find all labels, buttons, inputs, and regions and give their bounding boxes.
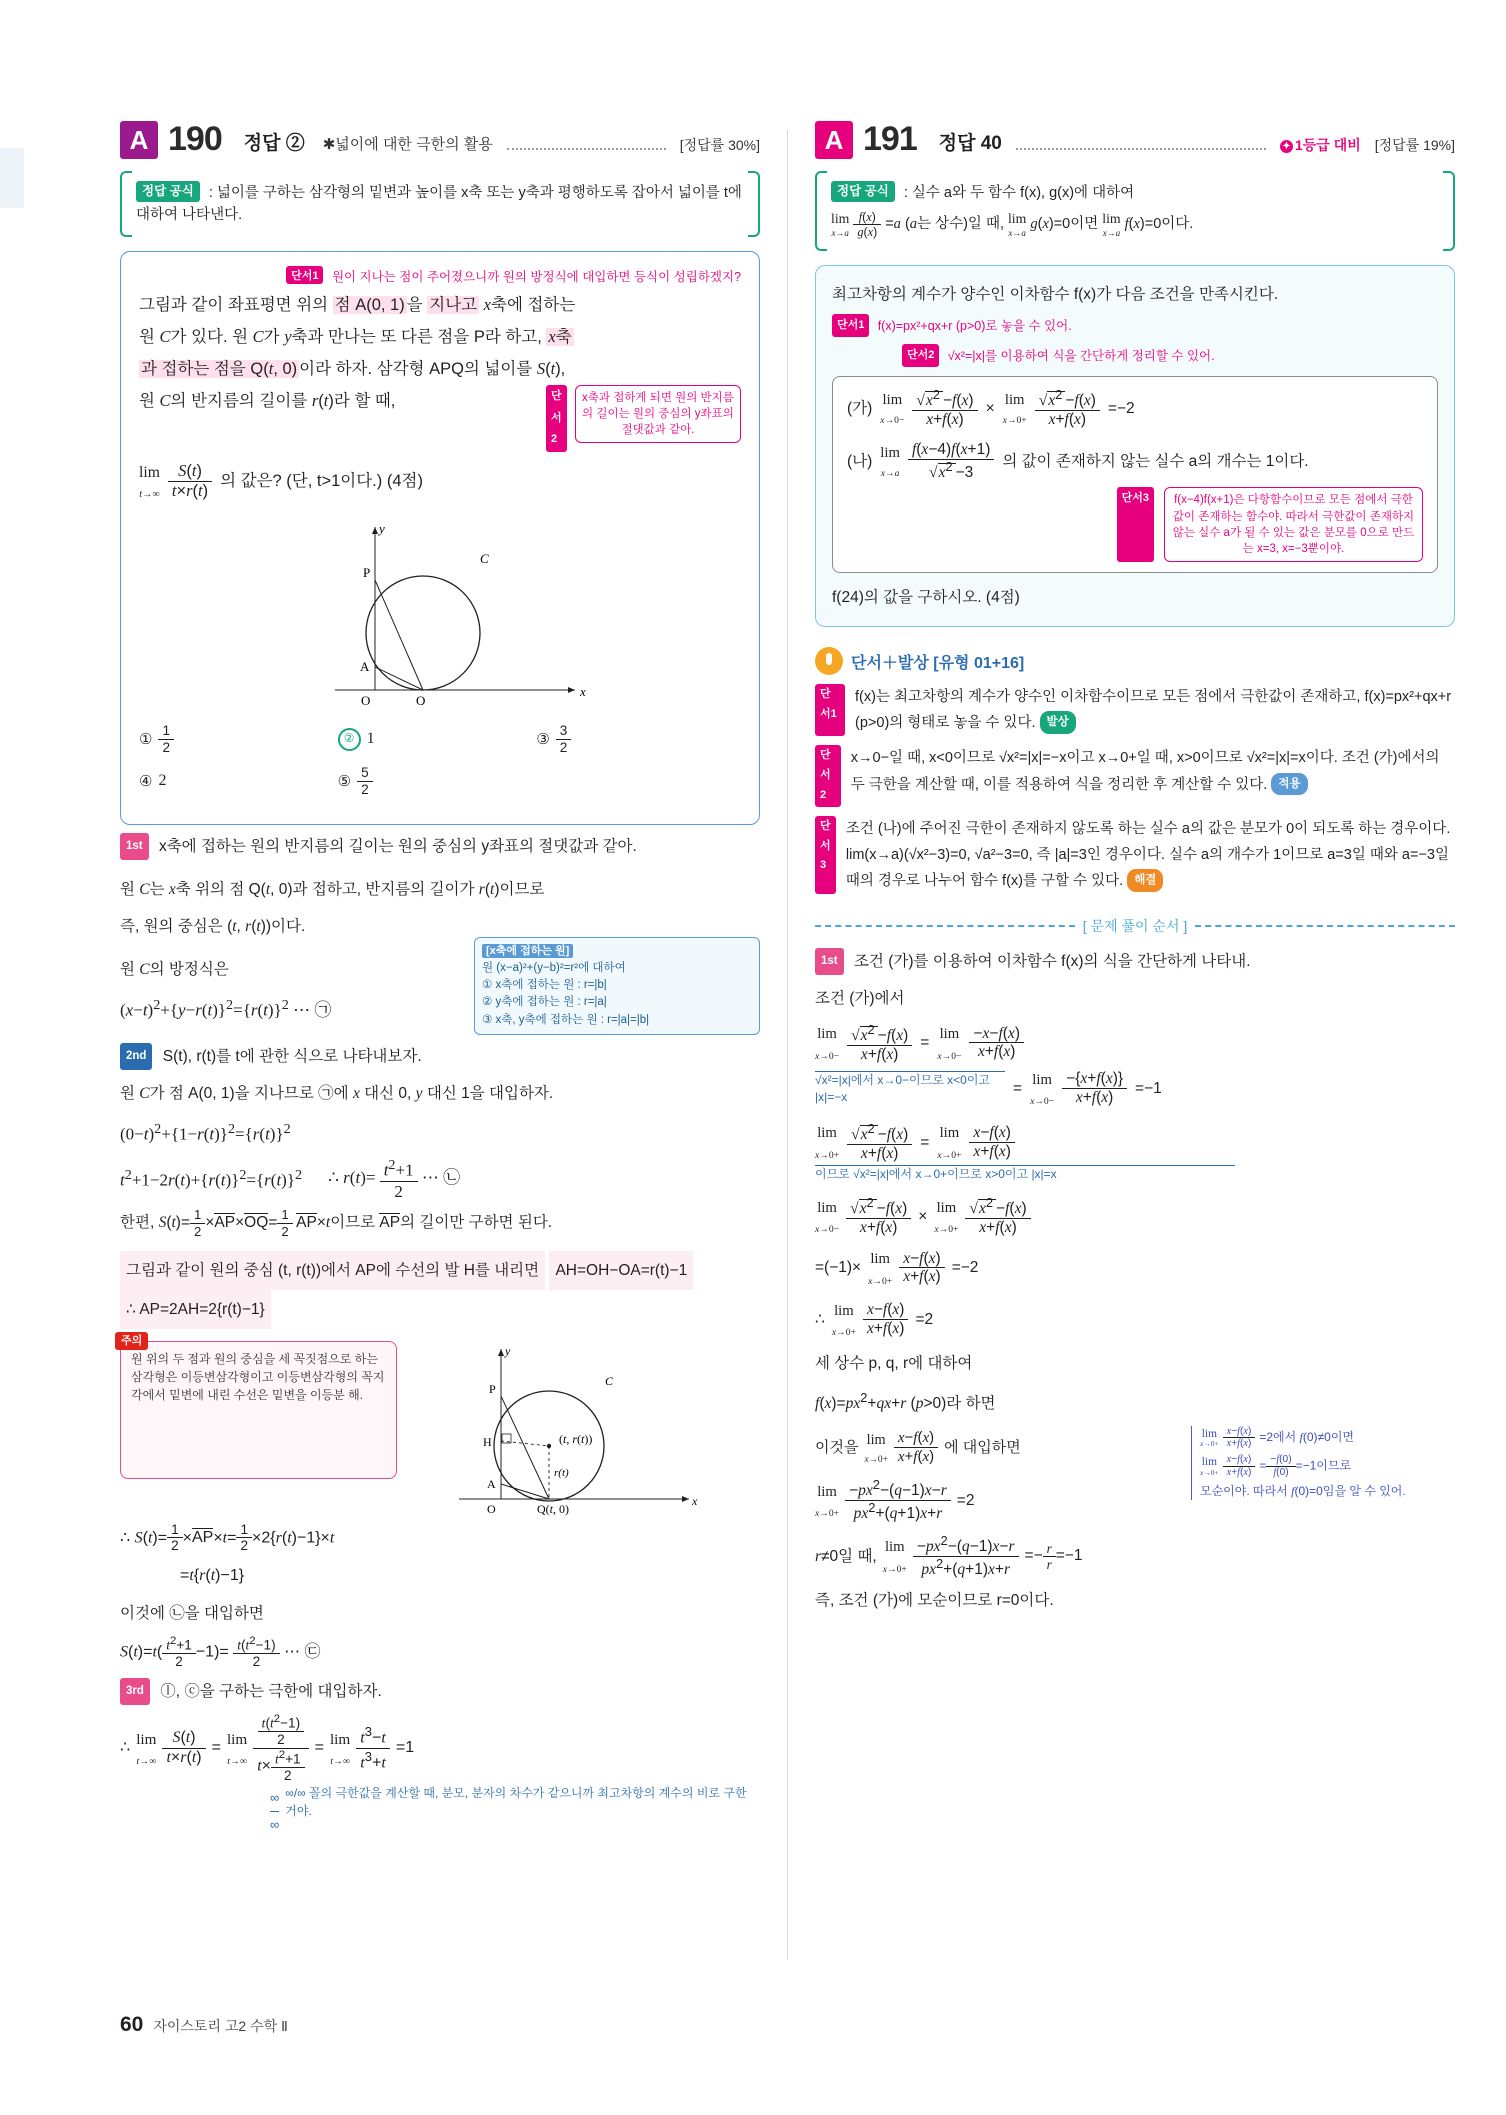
sol-line-3: 세 상수 p, q, r에 대하여 xyxy=(815,1355,973,1373)
note-line-3: ③ x축, y축에 접하는 원 : r=|a|=|b| xyxy=(482,1013,650,1026)
problem-badge: A xyxy=(815,121,853,159)
hint2-pill: 적용 xyxy=(1271,773,1307,796)
question-line-0: 그림과 같이 좌표평면 위의 점 A(0, 1) 을 지나고 x축에 접하는 xyxy=(139,294,576,314)
sol-line-7: 즉, 조건 (가)에 모순이므로 r=0이다. xyxy=(815,1592,1054,1610)
svg-text:H: H xyxy=(483,1434,492,1449)
leader-dots xyxy=(1016,147,1266,150)
solution-191 xyxy=(815,946,1455,1616)
sol-note-2: 이므로 √x²=|x|에서 x→0+이므로 x>0이고 |x|=x xyxy=(815,1165,1235,1183)
correct-rate: [정답률 30%] xyxy=(679,137,760,153)
hl-line-0: 그림과 같이 원의 중심 (t, r(t))에서 AP에 수선의 발 H를 내리면 xyxy=(126,1261,540,1279)
circle-equation: $(x-t)^2+\{y-r(t)\}^2=\{r(t)\}^2$ ⋯ ㉠ xyxy=(120,996,332,1020)
svg-text:Q: Q xyxy=(416,693,426,706)
condition-b-tail: 의 값이 존재하지 않는 실수 a의 개수는 1이다. xyxy=(1002,453,1309,471)
answer-formula-box-191 xyxy=(815,171,1455,251)
clue1-text: f(x)=px²+qx+r (p>0)로 놓을 수 있어. xyxy=(877,319,1072,334)
problem-answer: 정답 ② xyxy=(243,133,305,154)
sub-row-1: 이것을 lim x→0+ $\frac{x-f(x)}{x+f(x)}$ 에 대입하면 xyxy=(815,1428,1021,1466)
step-text-3: ⓛ, ⓒ을 구하는 극한에 대입하자. xyxy=(160,1682,382,1700)
caution-text: 원 위의 두 점과 원의 중심을 세 꼭짓점으로 하는 삼각형은 이등변삼각형이고 이등변삼각형의 꼭지각에서 밑변에 내린 수선은 밑변을 이등분 해. xyxy=(131,1351,385,1402)
problem-190-header xyxy=(120,120,760,159)
problem-number: 190 xyxy=(168,120,222,158)
step-text-1: 조건 (가)를 이용하여 이차함수 f(x)의 식을 간단하게 나타내. xyxy=(853,953,1251,971)
figure-circle-1 xyxy=(275,515,605,705)
limit-answer: =1 xyxy=(395,1739,415,1757)
eq-row-1: lim x→0− $\frac{√x^2 -f(x)}{x+f(x)}$ = lim x→0− $\frac{-x-f(x)}{x+f(x)}$ xyxy=(815,1020,1455,1066)
formula-text: : 넓이를 구하는 삼각형의 밑변과 높이를 x축 또는 y축과 평행하도록 잡아서 넓이를 t에 대하여 나타낸다. xyxy=(136,185,742,224)
step-tag-2: 2nd xyxy=(120,1043,152,1070)
sol-note-1: √x²=|x|에서 x→0−이므로 x<0이고 |x|=−x xyxy=(815,1071,1005,1107)
problem-number: 191 xyxy=(863,120,917,158)
note-tangent-circle xyxy=(474,937,760,1035)
formula-line2: lim x→a $\frac{f(x)}{g(x)}$ =a (a는 상수)일 때, lim x→a g(x)=0이면 lim x→a f(x)=0이다. xyxy=(831,209,1194,240)
leader-dots xyxy=(507,147,666,150)
final-line-3: S(t)=t( $\frac{t^2+1}{2}$ −1)= $\frac{t(t^2-1)}{2}$ ⋯ ㉢ xyxy=(120,1635,321,1670)
eq-row-3: lim x→0+ $\frac{√x^2 -f(x)}{x+f(x)}$ = lim x→0+ $\frac{x-f(x)}{x+f(x)}$ xyxy=(815,1119,1455,1165)
choice-1[interactable]: ① $\frac{1}{2}$ xyxy=(139,723,338,755)
column-divider xyxy=(787,130,788,1960)
sol-line-1: 즉, 원의 중심은 (t, r(t))이다. xyxy=(120,917,306,935)
problem-191-header xyxy=(815,120,1455,159)
clue3-row xyxy=(847,487,1423,561)
right-column xyxy=(815,120,1455,1622)
hint-header xyxy=(815,647,1455,675)
order-separator xyxy=(815,916,1455,936)
step-tag-3: 3rd xyxy=(120,1678,150,1705)
question-body xyxy=(139,289,741,505)
step-text-2: S(t), r(t)를 t에 관한 식으로 나타내보자. xyxy=(162,1047,422,1065)
page-number: 60 xyxy=(120,2013,144,2036)
note-line-0: 원 (x−a)²+(y−b)²=r²에 대하여 xyxy=(482,961,626,974)
step-tag-1: 1st xyxy=(120,833,149,860)
condition-b-label: (나) xyxy=(847,453,873,471)
hint-row-2 xyxy=(815,745,1455,806)
choice-3[interactable]: ③ $\frac{3}{2}$ xyxy=(536,723,735,755)
choice-list xyxy=(139,723,741,808)
sol-line-2: 원 C의 방정식은 xyxy=(120,960,229,978)
grade-badge-label: 1등급 대비 xyxy=(1294,137,1361,153)
hint1-text: f(x)는 최고차항의 계수가 양수인 이차함수이므로 모든 점에서 극한값이 존재하고, f(x)=px²+qx+r (p>0)의 형태로 놓을 수 있다. xyxy=(855,689,1452,732)
highlight-block xyxy=(120,1251,545,1290)
step-text-1: x축에 접하는 원의 반지름의 길이는 원의 중심의 y좌표의 절댓값과 같아. xyxy=(158,837,637,855)
step-1st-191 xyxy=(815,946,1455,977)
sub-row-3: r≠0일 때, lim x→0+ $\frac{-px^2-(q-1)x-r}{px^2+(q+1)x+r}$ =− $\frac{r}{r}$ =−1 xyxy=(815,1532,1083,1578)
formula-text: : 실수 a와 두 함수 f(x), g(x)에 대하여 xyxy=(903,185,1135,201)
solution-190 xyxy=(120,831,760,1839)
svg-text:(t, r(t)): (t, r(t)) xyxy=(559,1431,593,1446)
answer-formula-box xyxy=(120,171,760,237)
sub-row-2: lim x→0+ $\frac{-px^2-(q-1)x-r}{px^2+(q+1)x+r}$ =2 xyxy=(815,1477,975,1523)
hint3-pill: 해결 xyxy=(1127,869,1163,892)
sub-eq-2: $t^2+1-2r(t)+\{r(t)\}^2=\{r(t)\}^2$ ∴ r(t)= $\frac{t^2+1}{2}$ ⋯ ㉡ xyxy=(120,1157,461,1201)
svg-text:y: y xyxy=(379,521,385,537)
sol-line-4: 한편, S(t)= $\frac{1}{2}$ ×AP×OQ= $\frac{1}{2}$ AP×t이므로 AP의 길이만 구하면 된다. xyxy=(120,1207,553,1239)
note-title: [x축에 접하는 원] xyxy=(482,944,573,958)
clue2-tag: 단서2 xyxy=(902,344,939,367)
order-separator-label: [ 문제 풀이 순서 ] xyxy=(1082,918,1188,935)
choice-4[interactable]: ④ 2 xyxy=(139,772,167,791)
sol-line-0: 원 C는 x축 위의 점 Q(t, 0)과 접하고, 반지름의 길이가 r(t)이므로 xyxy=(120,880,545,898)
step-3rd xyxy=(120,1676,760,1707)
sol-line-3: 원 C가 점 A(0, 1)을 지나므로 ㉠에 x 대신 0, y 대신 1을 대입하자. xyxy=(120,1084,554,1102)
clue3-text: f(x−4)f(x+1)은 다항함수이므로 모든 점에서 극한값이 존재하는 함수야. 따라서 극한값이 존재하지 않는 실수 a가 될 수 있는 값은 분모를 0으로 만드는 x=3, x=−3뿐이야. xyxy=(1164,487,1423,561)
formula-tag: 정답 공식 xyxy=(831,181,895,202)
problem-topic: ✱넓이에 대한 극한의 활용 xyxy=(322,136,493,153)
svg-text:y: y xyxy=(505,1343,511,1358)
correct-rate: [정답률 19%] xyxy=(1374,137,1455,153)
left-column xyxy=(120,120,760,1838)
svg-text:O: O xyxy=(487,1501,496,1516)
clue1-tag: 단서1 xyxy=(832,314,869,337)
svg-text:C: C xyxy=(605,1373,614,1388)
svg-text:C: C xyxy=(480,551,489,567)
clue1-text: 원이 지나는 점이 주어졌으니까 원의 방정식에 대입하면 등식이 성립하겠지? xyxy=(331,269,741,284)
eq-row-2: √x²=|x|에서 x→0−이므로 x<0이고 |x|=−x = lim x→0− $\frac{-\{x+f(x)\}}{x+f(x)}$ =−1 xyxy=(815,1070,1162,1108)
final-limit-row: ∴ lim t→∞ $\frac{S(t)}{t\times r(t)}$ = lim t→∞ $\frac{t(t^2-1)}{2}$ t× $\frac{t^2+1}{2}$ = lim t→∞ $\frac{t^3-t}{t^3+t}$ =1 xyxy=(120,1712,415,1783)
svg-text:x: x xyxy=(580,684,586,700)
choice-2[interactable]: ② 1 xyxy=(338,723,537,755)
conditions-inner-box xyxy=(832,376,1438,573)
selected-answer-mark: ② xyxy=(338,728,361,751)
final-line-0: ∴ S(t)= $\frac{1}{2}$ ×AP×t= $\frac{1}{2}$ ×2{r(t)−1}×t xyxy=(120,1521,335,1554)
clue3-tag: 단서3 xyxy=(1117,487,1154,561)
svg-text:A: A xyxy=(487,1476,496,1491)
hint3-text: 조건 (나)에 주어진 극한이 존재하지 않도록 하는 실수 a의 값은 분모가 0이 되도록 하는 경우이다. lim(x→a)(√x²−3)=0, √a²−3=0, 즉 |a|=3인 경우이다. 실수 a의 개수가 1이므로 a=3일 때와 a=−3일 때의 경우로 나누어 함수 f(x)를 구할 수 있다. xyxy=(845,820,1451,890)
svg-text:O: O xyxy=(361,693,371,706)
sub-eq-1: $(0-t)^2+\{1-r(t)\}^2=\{r(t)\}^2$ xyxy=(120,1120,291,1144)
question-panel-190 xyxy=(120,251,760,825)
clue2-tag: 단서2 xyxy=(546,385,567,451)
grade-badge: ✦ 1등급 대비 xyxy=(1280,135,1361,155)
hl-line-1-box xyxy=(549,1251,693,1290)
book-name: 자이스토리 고2 수학 Ⅱ xyxy=(153,2018,288,2034)
caution-tag: 주의 xyxy=(115,1332,148,1351)
hint2-text: x→0−일 때, x<0이므로 √x²=|x|=−x이고 x→0+일 때, x>0이므로 √x²=|x|=x이다. 조건 (가)에서의 두 극한을 계산할 때, 이를 적용하여 식을 정리한 후 계산할 수 있다. xyxy=(850,750,1440,793)
step-2nd xyxy=(120,1041,760,1072)
choice-5[interactable]: ⑤ $\frac{5}{2}$ xyxy=(338,765,537,797)
svg-text:x: x xyxy=(692,1493,698,1508)
hint-title: 단서＋발상 [유형 01+16] xyxy=(851,654,1025,672)
hint-row-3 xyxy=(815,816,1455,894)
question-line-3-row: 원 C의 반지름의 길이를 r(t)라 할 때, 단서2 x축과 접하게 되면 원의 반지름의 길이는 원의 중심의 y좌표의 절댓값과 같아. xyxy=(139,385,741,451)
step-1st xyxy=(120,831,760,862)
question-line-1: 원 C가 있다. 원 C가 y축과 만나는 또 다른 점을 P라 하고, x축 xyxy=(139,326,572,346)
hint-row-1 xyxy=(815,684,1455,736)
hl-line-2-box xyxy=(120,1290,271,1329)
final-line-1: =t{r(t)−1} xyxy=(180,1567,245,1585)
side-note-box: lim x→0+ $\frac{x-f(x)}{x+f(x)}$ =2에서 f(0)≠0이면 lim x→0+ $\frac{x-f(x)}{x+f(x)}$ = $\frac{-f(0)}{f(0)}$ =−1이므로 모순이야. 따라서 f(0)=0임을 알 수 있어. xyxy=(1191,1426,1455,1500)
sol-line-4: $f(x)=px^2+qx+r$ (p>0)라 하면 xyxy=(815,1390,996,1413)
hint1-tag: 단서1 xyxy=(815,684,845,736)
hl-line-1: AH=OH−OA=r(t)−1 xyxy=(555,1261,688,1279)
condition-a-label: (가) xyxy=(847,399,873,417)
limit-note-row: ∞ ∞ ∞/∞ 꼴의 극한값을 계산할 때, 분모, 분자의 차수가 같으니까 최고차항의 계수의 비로 구한 거야. xyxy=(270,1785,760,1838)
sol-line-0: 조건 (가)에서 xyxy=(815,990,905,1008)
svg-text:P: P xyxy=(489,1381,496,1396)
formula-tag: 정답 공식 xyxy=(136,181,200,202)
page-edge-mark xyxy=(0,148,24,208)
clue2-text: √x²=|x|를 이용하여 식을 간단하게 정리할 수 있어. xyxy=(947,348,1215,363)
question-limit-expression: lim t→∞ $\frac{S(t)}{t\times r(t)}$ 의 값은? (단, t>1이다.) (4점) xyxy=(139,460,423,501)
note-line-2: ② y축에 접하는 원 : r=|a| xyxy=(482,996,607,1009)
clue2-text: x축과 접하게 되면 원의 반지름의 길이는 원의 중심의 y좌표의 절댓값과 같아. xyxy=(575,385,741,443)
svg-text:Q(t, 0): Q(t, 0) xyxy=(537,1501,570,1516)
eq-row-4: lim x→0− $\frac{√x^2 -f(x)}{x+f(x)}$ × lim x→0+ $\frac{√x^2 -f(x)}{x+f(x)}$ xyxy=(815,1194,1455,1240)
hl-line-2: ∴ AP=2AH=2{r(t)−1} xyxy=(126,1300,265,1318)
question-line-2: 과 접하는 점을 Q(t, 0) 이라 하자. 삼각형 APQ의 넓이를 S(t), xyxy=(141,359,566,379)
hint3-tag: 단서3 xyxy=(815,816,836,894)
svg-text:P: P xyxy=(363,565,371,581)
bulb-icon xyxy=(815,647,843,675)
svg-text:A: A xyxy=(360,659,370,675)
svg-text:r(t): r(t) xyxy=(554,1466,569,1479)
step-tag-1: 1st xyxy=(815,948,844,975)
limit-answer-note: ∞/∞ 꼴의 극한값을 계산할 때, 분모, 분자의 차수가 같으니까 최고차항의 계수의 비로 구한 거야. xyxy=(285,1786,747,1818)
condition-b: (나) lim x→a $\frac{f(x-4)f(x+1)}{√x^2 -3}$ 의 값이 존재하지 않는 실수 a의 개수는 1이다. xyxy=(847,441,1309,482)
hint1-pill: 발상 xyxy=(1040,711,1076,734)
question-tail: 의 값은? (단, t>1이다.) (4점) xyxy=(220,472,423,491)
figure-circle-2 xyxy=(409,1341,709,1516)
note-line-1: ① x축에 접하는 원 : r=|b| xyxy=(482,979,607,992)
problem-answer: 정답 40 xyxy=(938,133,1002,154)
condition-panel-191 xyxy=(815,265,1455,628)
page-footer xyxy=(120,2013,288,2037)
caution-note xyxy=(120,1334,397,1479)
hint2-tag: 단서2 xyxy=(815,745,841,806)
eq-row-5: =(−1)× lim x→0+ $\frac{x-f(x)}{x+f(x)}$ =−2 xyxy=(815,1249,979,1287)
problem-badge: A xyxy=(120,121,158,159)
condition-intro: 최고차항의 계수가 양수인 이차함수 f(x)가 다음 조건을 만족시킨다. xyxy=(832,285,1279,303)
question-ask: f(24)의 값을 구하시오. (4점) xyxy=(832,588,1020,606)
eq-row-6: ∴ lim x→0+ $\frac{x-f(x)}{x+f(x)}$ =2 xyxy=(815,1301,934,1339)
condition-a: (가) lim x→0− $\frac{√x^2 -f(x)}{x+f(x)}$ × lim x→0+ $\frac{√x^2 -f(x)}{x+f(x)}$ =−2 xyxy=(847,387,1135,429)
final-line-2: 이것에 ㉡을 대입하면 xyxy=(120,1605,264,1623)
clue1-tag: 단서1 xyxy=(286,266,323,284)
